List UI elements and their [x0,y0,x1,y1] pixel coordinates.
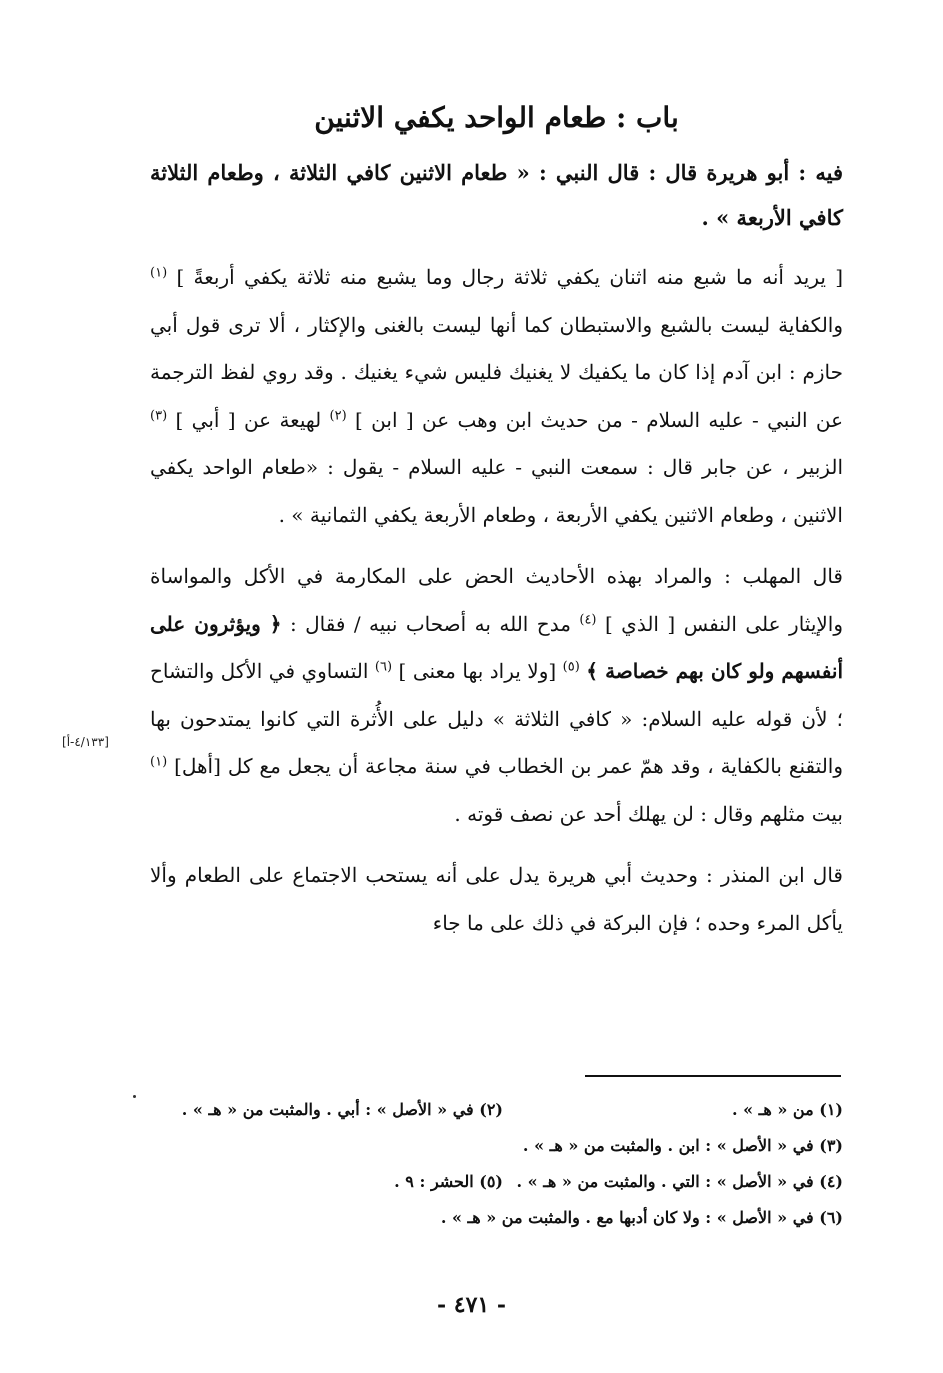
page-body [150,80,843,947]
footnote-5: (٥) الحشر : ٩ . [394,1172,503,1191]
footnote-marker[interactable]: (٢) [329,407,347,423]
hadith-text: فيه : أبو هريرة قال : قال النبي : « طعام الاثنين كافي الثلاثة ، وطعام الثلاثة كافي الأربعة » . [150,160,843,230]
commentary-text: [ يريد أنه ما شبع منه اثنان يكفي ثلاثة رجال وما يشبع منه ثلاثة يكفي أربعةً ] [176,265,844,289]
footnote-marker[interactable]: (٤) [579,611,597,627]
page-number: - ٤٧١ - [436,1292,507,1318]
footnote-marker[interactable]: (١) [150,265,168,281]
commentary-paragraph-1 [150,254,843,539]
commentary-text: بيت مثلهم وقال : لن يهلك أحد عن نصف قوته . [454,801,843,826]
footnote-row [150,1200,843,1236]
footnote-2: (٢) في « الأصل » : أبي . والمثبت من « هـ » . [181,1100,503,1119]
footnote-row [150,1092,843,1128]
footnote-marker[interactable]: (٦) [374,659,393,675]
footnote-divider [585,1075,841,1077]
commentary-paragraph-3: قال ابن المنذر : وحديث أبي هريرة يدل على أنه يستحب الاجتماع على الطعام وألا يأكل المرء وحده ؛ فإن البركة في ذلك على ما جاء [150,863,843,935]
footnote-6: (٦) في « الأصل » : ولا كان أدبها مع . والمثبت من « هـ » . [440,1208,843,1227]
commentary-paragraph-2 [150,553,843,838]
commentary-text: التساوي في الأكل والتشاح ؛ لأن قوله عليه السلام: « كافي الثلاثة » دليل على الأُثرة التي كانوا يمتدحون بها والتقنع بالكفاية ، وقد همّ عمر بن الخطاب في سنة مجاعة أن يجعل مع كل [أهل] [150,659,843,778]
manuscript-folio-reference: [٤/١٣٣-أ] [62,735,109,749]
commentary-text: والكفاية ليست بالشبع والاستبطان كما أنها ليست بالغنى والإكثار ، ألا ترى قول أبي حازم : ابن آدم إذا كان ما يكفيك لا يغنيك فليس شيء يغنيك . وقد روي لفظ الترجمة عن النبي - عليه السلام - من حديث ابن وهب عن [ ابن ] [150,312,844,432]
footnote-row [150,1128,843,1164]
commentary-text: مدح الله به أصحاب نبيه / فقال : [289,611,571,636]
footnote-1: (١) من « هـ » . [731,1100,843,1119]
chapter-title: باب : طعام الواحد يكفي الاثنين [314,101,679,134]
speck-mark [133,1095,136,1098]
footnote-row [150,1164,843,1200]
commentary-text: قال المهلب : والمراد بهذه الأحاديث الحض على المكارمة في الأكل والمواساة والإيثار على النفس [ الذي ] [150,564,844,636]
commentary-text: الزبير ، عن جابر قال : سمعت النبي - عليه السلام - يقول : «طعام الواحد يكفي الاثنين ، وطعام الاثنين يكفي الأربعة ، وطعام الأربعة يكفي الثمانية » . [150,455,843,527]
footnote-marker[interactable]: (٣) [150,407,168,423]
quran-verse: ﴿ ويؤثرون على أنفسهم ولو كان بهم خصاصة ﴾ [150,611,844,683]
commentary-text: لهيعة عن [ أبي ] [175,407,322,432]
footnote-4: (٤) في « الأصل » : التي . والمثبت من « هـ » . [516,1172,843,1191]
footnote-3: (٣) في « الأصل » : ابن . والمثبت من « هـ » . [522,1136,843,1155]
commentary-text: [ولا يراد بها معنى ] [398,659,557,683]
footnotes [150,1092,843,1236]
footnote-marker[interactable]: (١) [150,754,168,770]
footnote-marker[interactable]: (٥) [562,659,580,675]
